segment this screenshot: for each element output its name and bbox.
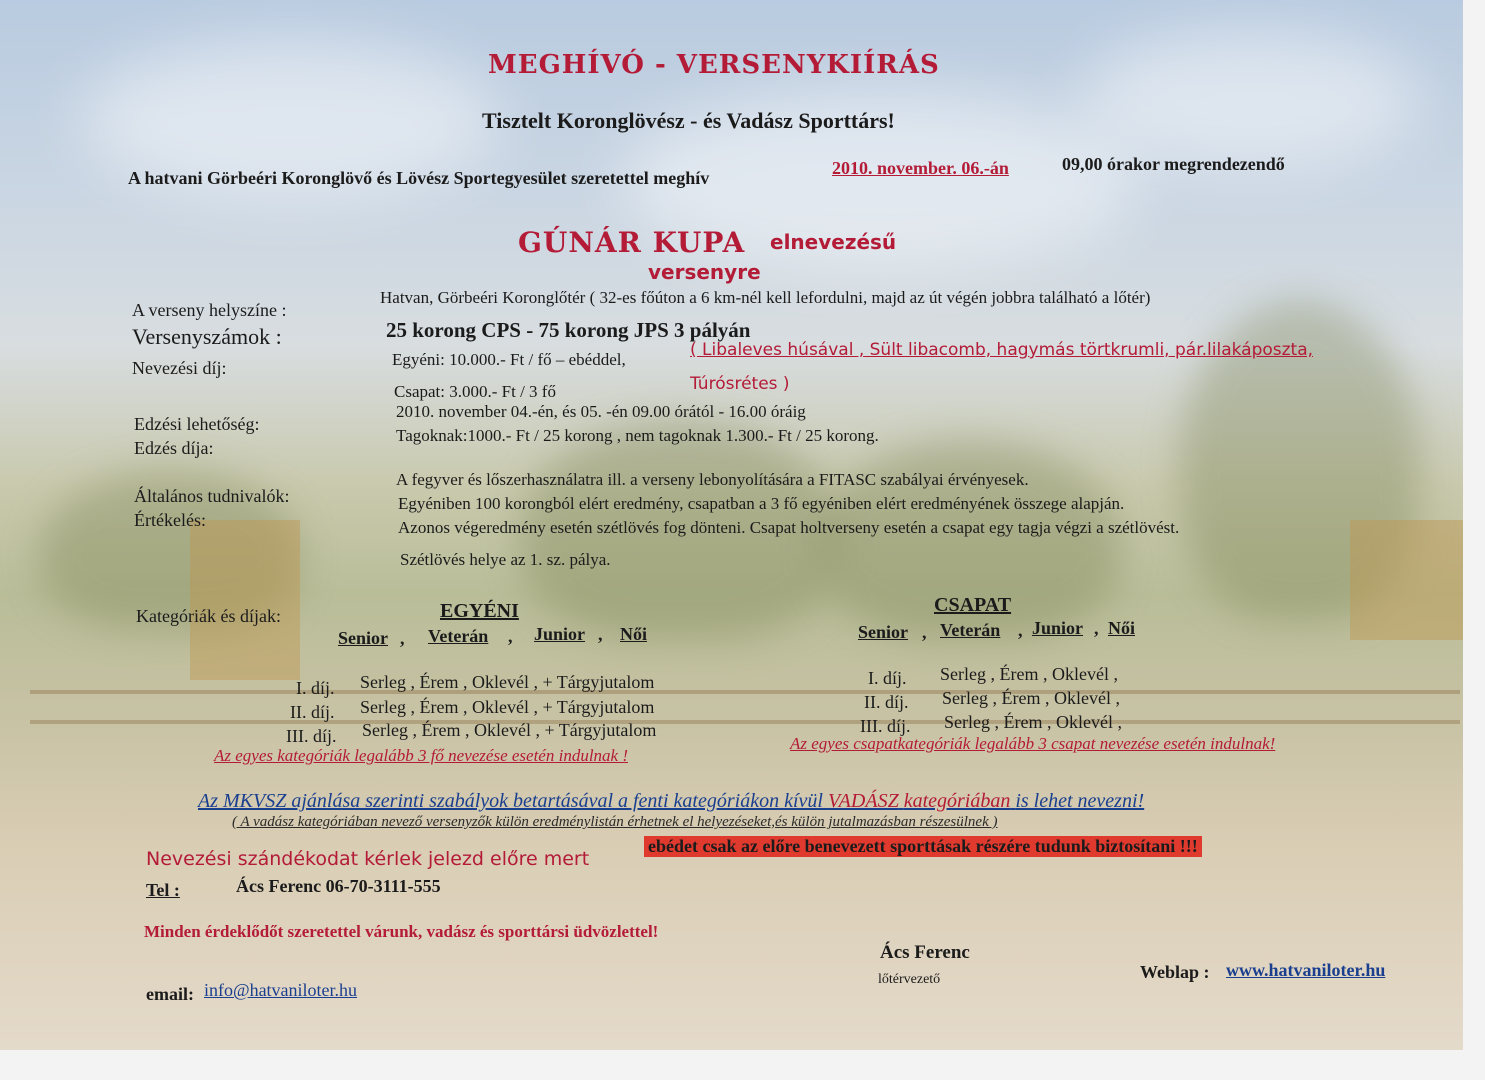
web-link[interactable]: www.hatvaniloter.hu [1226,960,1386,980]
individual-note: Az egyes kategóriák legalább 3 fő nevezése esetén indulnak ! [214,746,629,765]
evaluation-line-1: Egyéniben 100 korongból elért eredmény, csapatban a 3 fő egyéniben elért eredményének összege alapján. [398,494,1125,513]
fee-team: Csapat: 3.000.- Ft / 3 fő [394,382,556,401]
team-prize-3-items: Serleg , Érem , Oklevél , [944,712,1122,732]
individual-class-veteran: Veterán [428,626,489,646]
team-class-veteran: Veterán [940,620,1001,640]
mkvsz-line-1d: is lehet nevezni! [1015,790,1145,812]
team-note: Az egyes csapatkategóriák legalább 3 csapat nevezése esetén indulnak! [790,734,1276,753]
training-fee-value: Tagoknak:1000.- Ft / 25 korong , nem tagoknak 1.300.- Ft / 25 korong. [396,426,879,445]
location-label: A verseny helyszíne : [132,300,287,320]
location-value: Hatvan, Görbeéri Koronglőtér ( 32-es főúton a 6 km-nél kell lefordulni, majd az út végén jobbra található a lőtér) [380,288,1151,307]
background-hut [1350,520,1470,640]
registration-highlight: ebédet csak az előre benevezett sporttásak részére tudunk biztosítani !!! [644,836,1202,857]
training-fee-label: Edzés díja: [134,438,214,458]
background-cloud [1080,30,1420,170]
team-class-noi: Női [1108,618,1135,638]
background-hut [190,520,300,680]
mkvsz-line-2: ( A vadász kategóriában nevező versenyzők külön eredménylistán érhetnek el helyezéseket,és külön jutalmazásban részesülnek ) [232,814,998,830]
event-time: 09,00 órakor megrendezendő [1062,154,1285,174]
email-link[interactable]: info@hatvaniloter.hu [204,980,358,1000]
individual-prize-3-items: Serleg , Érem , Oklevél , + Tárgyjutalom [362,720,657,740]
separator: , [922,622,927,642]
tel-label: Tel : [146,880,180,900]
event-date: 2010. november. 06.-án [832,158,1009,178]
training-label: Edzési lehetőség: [134,414,260,434]
evaluation-line-2: Azonos végeredmény esetén szétlövés fog dönteni. Csapat holtverseny esetén a csapat egy tagja végzi a szétlövést. [398,518,1180,537]
general-value: A fegyver és lőszerhasználatra ill. a verseny lebonyolítására a FITASC szabályai érvényesek. [396,470,1029,489]
mkvsz-line-1a: Az MKVSZ ajánlása szerinti szabályok betartásával a fenti kategóriákon kívül [198,790,823,812]
individual-class-junior: Junior [534,624,586,644]
background-fence [30,690,1460,694]
welcome-text: Minden érdeklődőt szeretettel várunk, vadász és sporttársi üdvözlettel! [144,922,659,941]
greeting: Tisztelt Koronglövész - és Vadász Sporttárs! [482,108,895,133]
fee-label: Nevezési díj: [132,358,227,378]
separator: , [1094,618,1099,638]
individual-prize-1-items: Serleg , Érem , Oklevél , + Tárgyjutalom [360,672,655,692]
background-fence [30,720,1460,724]
signer-name: Ács Ferenc [880,942,970,963]
general-label: Általános tudnivalók: [134,486,290,506]
signer-role: lőtérvezető [878,972,941,987]
team-prize-1-place: I. díj. [868,668,907,688]
team-class-senior: Senior [858,622,909,642]
team-class-junior: Junior [1032,618,1084,638]
separator: , [400,628,405,648]
team-prize-2-place: II. díj. [864,692,909,712]
individual-prize-1-place: I. díj. [296,678,335,698]
events-value: 25 korong CPS - 75 korong JPS 3 pályán [386,318,751,342]
individual-class-senior: Senior [338,628,389,648]
fee-menu-1: ( Libaleves húsával , Sült libacomb, hagymás törtkrumli, pár.lilakáposzta, [690,340,1314,360]
intro-text: A hatvani Görbeéri Koronglövő és Lövész Sportegyesület szeretettel meghív [128,168,710,188]
cup-subtitle: versenyre [648,260,761,284]
evaluation-line-3: Szétlövés helye az 1. sz. pálya. [400,550,611,569]
training-value: 2010. november 04.-én, és 05. -én 09.00 órától - 16.00 óráig [396,402,806,421]
categories-label: Kategóriák és díjak: [136,606,281,626]
team-prize-1-items: Serleg , Érem , Oklevél , [940,664,1118,684]
separator: , [598,624,603,644]
individual-class-noi: Női [620,624,647,644]
fee-individual: Egyéni: 10.000.- Ft / fő – ebéddel, [392,350,626,369]
tel-value: Ács Ferenc 06-70-3111-555 [236,876,441,896]
cup-suffix: elnevezésű [770,230,897,254]
team-prize-3-place: III. díj. [860,716,911,736]
events-label: Versenyszámok : [132,324,282,349]
mkvsz-line-1 [198,790,1144,813]
team-prize-2-items: Serleg , Érem , Oklevél , [942,688,1120,708]
team-heading: CSAPAT [934,594,1012,616]
separator: , [508,626,513,646]
fee-menu-2: Túrósrétes ) [690,374,790,394]
mkvsz-line-1c: kategóriában [903,790,1011,812]
individual-prize-2-place: II. díj. [290,702,335,722]
individual-prize-3-place: III. díj. [286,726,337,746]
cup-name: GÚNÁR KUPA [518,226,746,259]
email-label: email: [146,984,194,1004]
evaluation-label: Értékelés: [134,510,206,530]
mkvsz-line-1b: VADÁSZ [827,790,899,812]
web-label: Weblap : [1140,962,1210,982]
individual-prize-2-items: Serleg , Érem , Oklevél , + Tárgyjutalom [360,697,655,717]
individual-heading: EGYÉNI [440,600,519,622]
registration-text: Nevezési szándékodat kérlek jelezd előre mert [146,848,590,870]
page-title: MEGHÍVÓ - VERSENYKIÍRÁS [488,50,940,80]
separator: , [1018,620,1023,640]
